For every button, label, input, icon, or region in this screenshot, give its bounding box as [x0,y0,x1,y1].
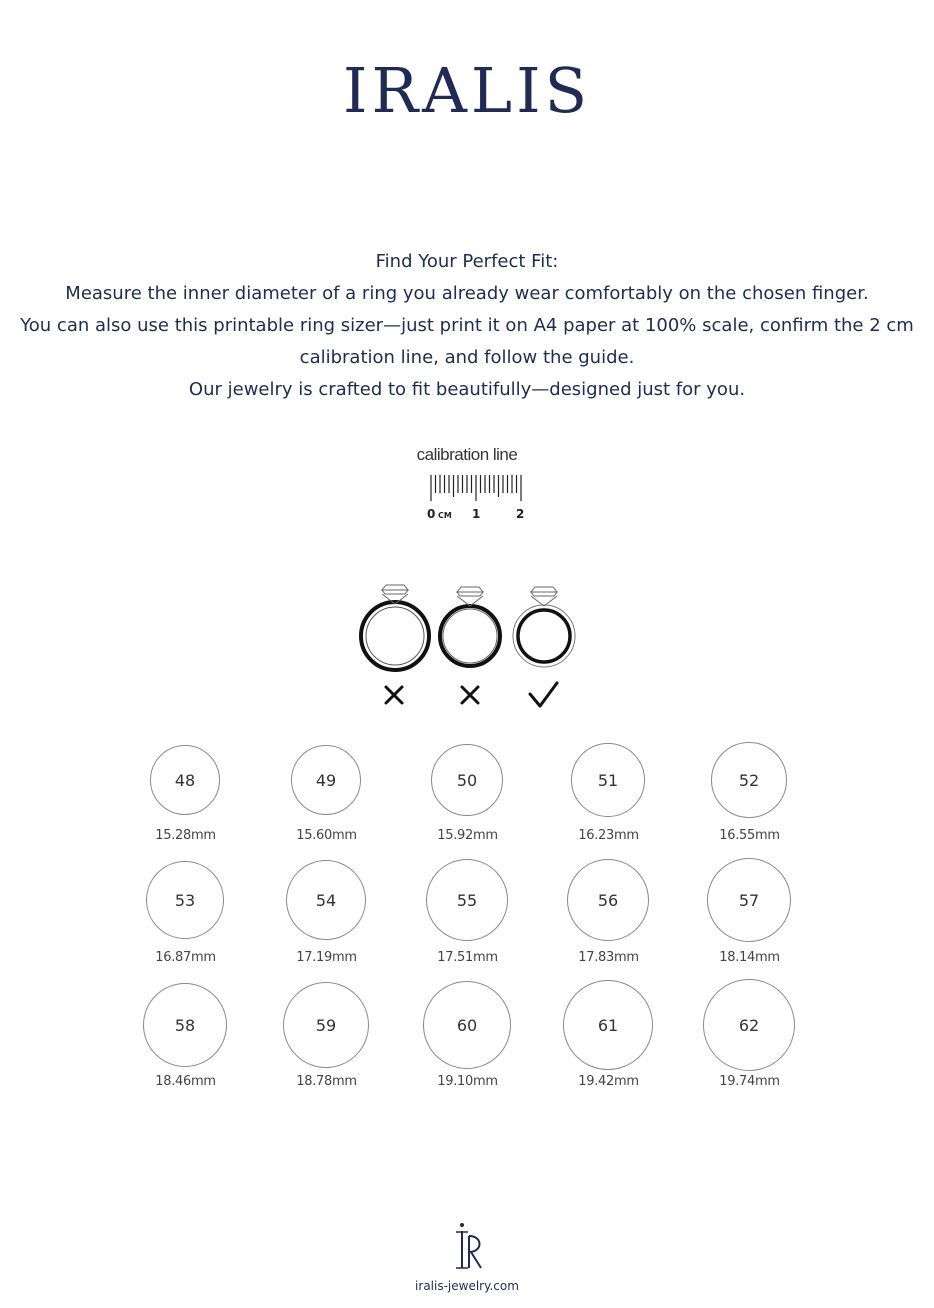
size-ring-circle: 50 [431,744,503,816]
size-ring-circle: 52 [711,742,787,818]
intro-line-3: calibration line, and follow the guide. [299,347,635,368]
fit-guide-illustration [350,582,590,717]
calibration-ruler [424,472,528,524]
fit-example-ring-loose [361,585,429,670]
diamond-icon [457,587,483,606]
intro-line-4: Our jewelry is crafted to fit beautifully—designed just for you. [188,379,746,400]
intro-line-2: You can also use this printable ring sizer—just print it on A4 paper at 100% scale, confirm the 2 cm [20,315,914,336]
check-icon [530,683,557,706]
ruler-label-2: 2 [516,507,525,521]
calibration-title: calibration line [416,445,518,464]
size-mm-label: 19.42mm [578,1074,639,1089]
size-mm-label: 16.87mm [155,950,216,965]
size-ring-circle: 62 [703,979,795,1071]
size-ring-circle: 49 [291,745,361,815]
size-ring-circle: 60 [423,981,511,1069]
size-ring-circle: 48 [150,745,220,815]
size-mm-label: 16.55mm [719,828,780,843]
size-mm-label: 15.60mm [296,828,357,843]
ruler-unit: CM [438,511,452,520]
cross-icon [386,687,402,703]
size-mm-label: 15.28mm [155,828,216,843]
size-mm-label: 17.83mm [578,950,639,965]
cross-icon [462,687,478,703]
size-ring-circle: 56 [567,859,649,941]
ruler-label-0: 0 [427,507,436,521]
size-ring-circle: 61 [563,980,653,1070]
size-ring-circle: 53 [146,861,224,939]
ruler-ticks [431,475,521,501]
size-ring-circle: 55 [426,859,508,941]
intro-heading: Find Your Perfect Fit: [375,251,559,272]
size-mm-label: 19.10mm [437,1074,498,1089]
size-mm-label: 17.51mm [437,950,498,965]
footer-url[interactable]: iralis-jewelry.com [415,1279,519,1293]
size-mm-label: 15.92mm [437,828,498,843]
iralis-monogram-logo [447,1222,489,1272]
intro-line-1: Measure the inner diameter of a ring you already wear comfortably on the chosen finger. [65,283,869,304]
size-mm-label: 18.14mm [719,950,780,965]
intro-text [0,246,934,406]
brand-logo-text: IRALIS [342,54,592,127]
diamond-icon [531,587,557,606]
size-mm-label: 16.23mm [578,828,639,843]
size-mm-label: 18.78mm [296,1074,357,1089]
fit-example-ring-correct [513,587,575,667]
size-ring-circle: 59 [283,982,369,1068]
size-ring-circle: 54 [286,860,366,940]
size-mm-label: 19.74mm [719,1074,780,1089]
ruler-label-1: 1 [472,507,481,521]
fit-example-ring-tight [440,587,500,666]
size-ring-circle: 51 [571,743,645,817]
size-ring-circle: 58 [143,983,227,1067]
size-mm-label: 17.19mm [296,950,357,965]
size-ring-circle: 57 [707,858,791,942]
size-mm-label: 18.46mm [155,1074,216,1089]
